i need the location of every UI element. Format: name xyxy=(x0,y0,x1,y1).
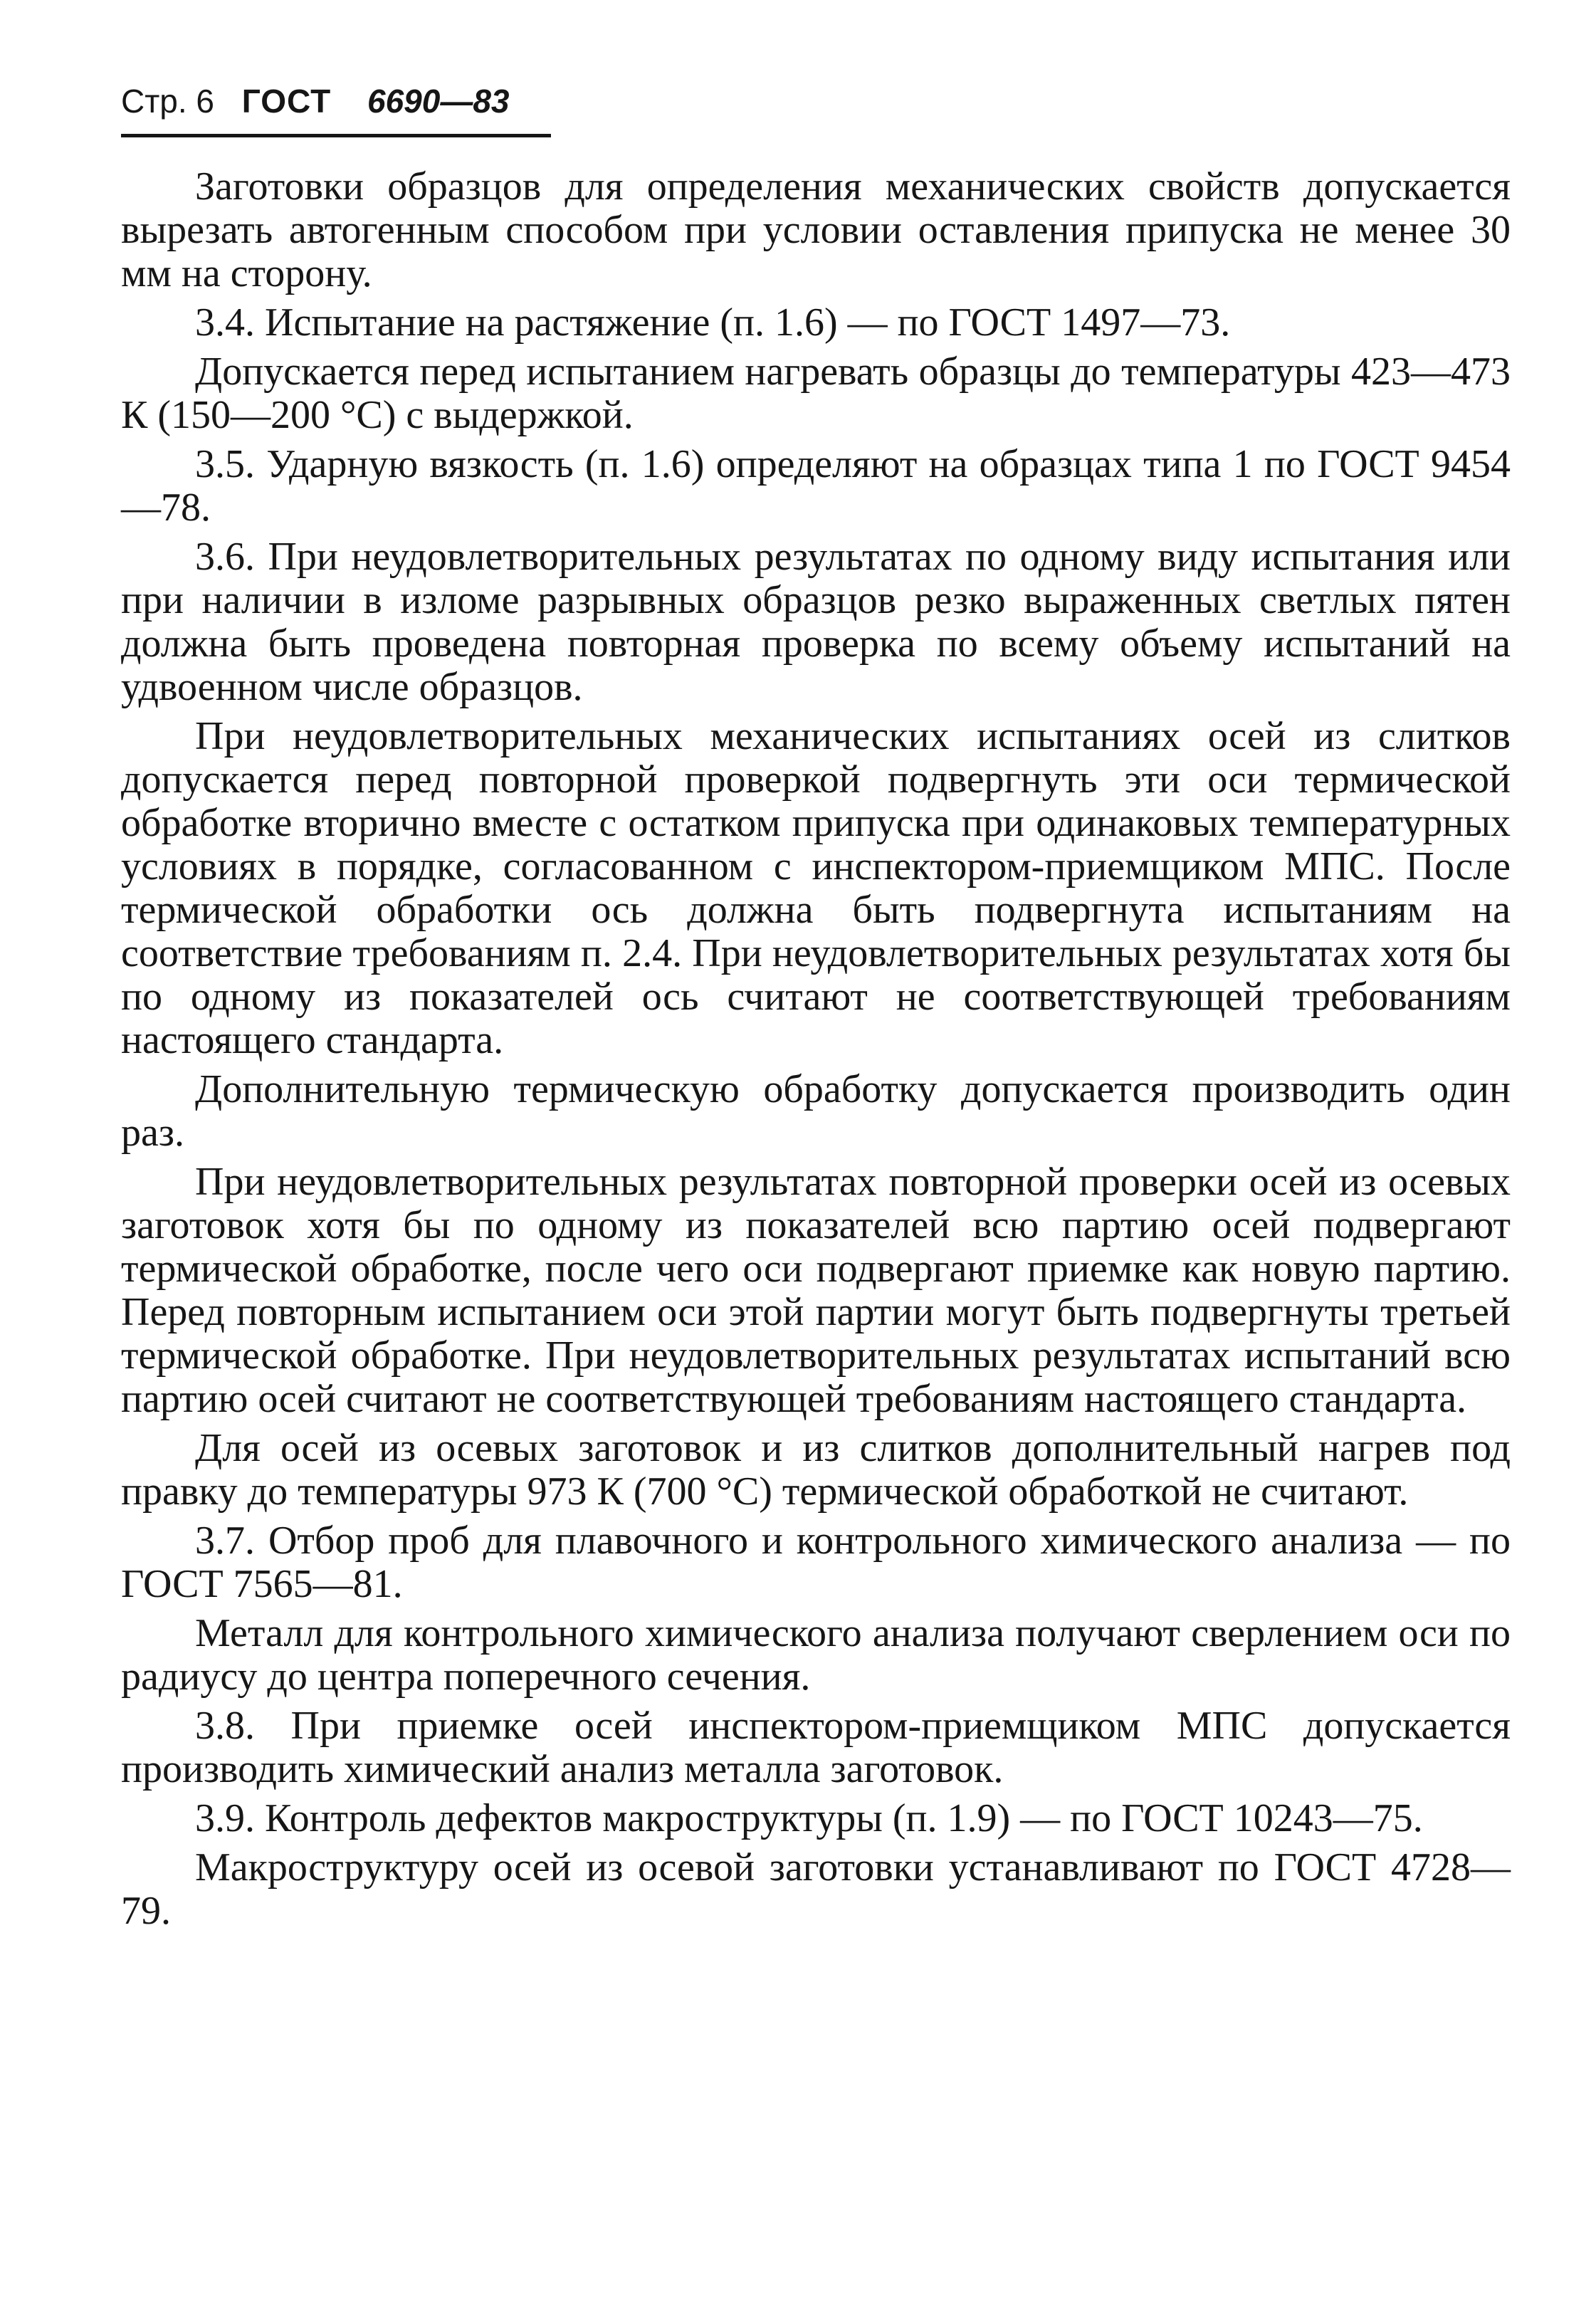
paragraph-heating-before-test: Допускается перед испытанием нагревать образцы до температуры 423—473 К (150—200 °С) с выдержкой. xyxy=(121,350,1511,437)
paragraph-straightening-heat: Для осей из осевых заготовок и из слитков дополнительный нагрев под правку до температуры 973 К (700 °С) термической обработкой не считают. xyxy=(121,1426,1511,1514)
paragraph-3-8-chemical-analysis: 3.8. При приемке осей инспектором-приемщиком МПС допускается производить химический анализ металла заготовок. xyxy=(121,1704,1511,1791)
paragraph-3-9-macrostructure: 3.9. Контроль дефектов макроструктуры (п. 1.9) — по ГОСТ 10243—75. xyxy=(195,1796,1423,1840)
paragraph-3-5-impact-strength: 3.5. Ударную вязкость (п. 1.6) определяют на образцах типа 1 по ГОСТ 9454—78. xyxy=(121,442,1511,530)
paragraph-specimen-blanks: Заготовки образцов для определения механических свойств допускается вырезать автогенным способом при условии оставления припуска не менее 30 мм на сторону. xyxy=(121,164,1511,295)
standard-label: ГОСТ xyxy=(241,83,332,120)
standard-number: 6690—83 xyxy=(367,83,510,120)
document-body xyxy=(121,165,1511,1939)
header-rule xyxy=(121,134,551,137)
paragraph-axle-blank-retest: При неудовлетворительных результатах повторной проверки осей из осевых заготовок хотя бы по одному из показателей всю партию осей подвергают термической обработке, после чего оси подвергают приемке как новую партию. Перед повторным испытанием оси этой партии могут быть подвергнуты третьей термической обработке. При неудовлетворительных результатах испытаний всю партию осей считают не соответствующей требованиям настоящего стандарта. xyxy=(121,1160,1511,1421)
paragraph-macrostructure-method: Макроструктуру осей из осевой заготовки устанавливают по ГОСТ 4728—79. xyxy=(121,1845,1511,1933)
paragraph-additional-treatment: Дополнительную термическую обработку допускается производить один раз. xyxy=(121,1067,1511,1155)
paragraph-3-7-sampling: 3.7. Отбор проб для плавочного и контрольного химического анализа — по ГОСТ 7565—81. xyxy=(121,1519,1511,1606)
running-header xyxy=(121,80,510,122)
paragraph-drilling-sample: Металл для контрольного химического анализа получают сверлением оси по радиусу до центра поперечного сечения. xyxy=(121,1611,1511,1699)
page-number: Стр. 6 xyxy=(121,83,215,120)
paragraph-3-6-retest: 3.6. При неудовлетворительных результатах по одному виду испытания или при наличии в изломе разрывных образцов резко выраженных светлых пятен должна быть проведена повторная проверка по всему объему испытаний на удвоенном числе образцов. xyxy=(121,535,1511,709)
paragraph-3-4-tensile-test: 3.4. Испытание на растяжение (п. 1.6) — по ГОСТ 1497—73. xyxy=(195,300,1231,345)
paragraph-ingot-heat-treatment: При неудовлетворительных механических испытаниях осей из слитков допускается перед повторной проверкой подвергнуть эти оси термической обработке вторично вместе с остатком припуска при одинаковых температурных условиях в порядке, согласованном с инспектором-приемщиком МПС. После термической обработки ось должна быть подвергнута испытаниям на соответствие требованиям п. 2.4. При неудовлетворительных результатах хотя бы по одному из показателей ось считают не соответствующей требованиям настоящего стандарта. xyxy=(121,714,1511,1062)
